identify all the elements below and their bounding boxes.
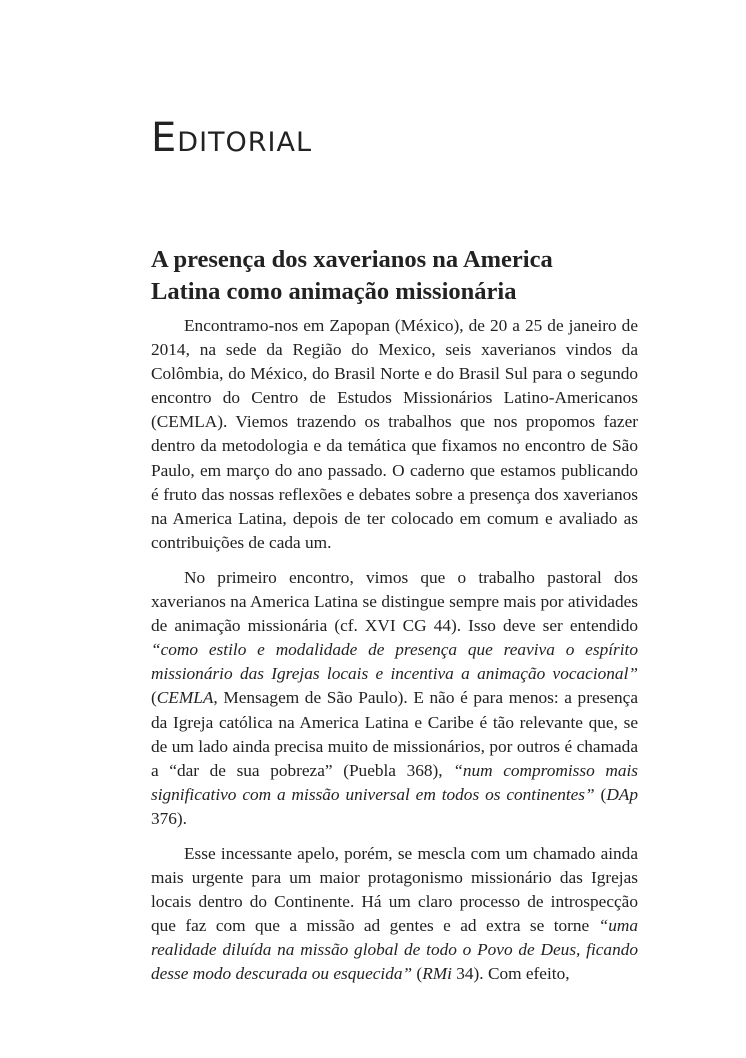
section-heading-rest: DITORIAL — [177, 127, 313, 158]
text-segment: ( — [412, 964, 423, 984]
italic-text-segment: “como estilo e modalidade de presença que reaviva o espírito missionário das Igrejas locais e incentiva a animação vocacional” — [151, 640, 638, 684]
text-segment: No primeiro encontro, vimos que o trabalho pastoral dos xaverianos na America Latina se distingue sempre mais por atividades de animação missionária (cf. XVI CG 44). Isso deve ser entendido — [151, 567, 638, 636]
text-segment: Esse incessante apelo, porém, se mescla com um chamado ainda mais urgente para um maior protagonismo missionário das Igrejas locais dentro do Continente. Há um claro processo de introspecção que faz com que a missão ad gentes e ad extra se torne — [151, 843, 638, 936]
text-segment: 34). Com efeito, — [451, 964, 570, 984]
text-segment: ( — [151, 688, 157, 708]
page — [151, 100, 638, 998]
italic-text-segment: “num compromisso mais significativo com a missão universal em todos os continentes” — [151, 760, 638, 804]
text-segment: , Mensagem de São Paulo). E não é para menos: a presença da Igreja católica na America Latina e Caribe é tão relevante que, se de um lado ainda precisa muito de missionários, por outros é chamada a “dar de sua pobreza” (Puebla 368), — [151, 688, 638, 780]
article-title-line-1: A presença dos xaverianos na America — [151, 246, 553, 273]
italic-text-segment: CEMLA — [156, 688, 214, 708]
italic-text-segment: RMi — [422, 964, 452, 984]
italic-text-segment: DAp — [606, 784, 638, 804]
body-paragraph — [151, 566, 638, 831]
body-paragraph — [151, 842, 638, 987]
section-heading-initial: E — [151, 115, 178, 161]
text-segment: Encontramo-nos em Zapopan (México), de 20 a 25 de janeiro de 2014, na sede da Região do Mexico, seis xaverianos vindos da Colômbia, do México, do Brasil Norte e do Brasil Sul para o segundo encontro do Centro de Estudos Missionários Latino-Americanos (CEMLA). Viemos trazendo os trabalhos que nos propomos fazer dentro da metodologia e da temática que fixamos no encontro de São Paulo, em março do ano passado. O caderno que estamos publicando é fruto das nossas reflexões e debates sobre a presença dos xaverianos na America Latina, depois de ter colocado em comum e avaliado as contribuições de cada um. — [151, 316, 638, 552]
italic-text-segment: “uma realidade diluída na missão global de todo o Povo de Deus, ficando desse modo descurada ou esquecida” — [151, 916, 638, 984]
body-paragraph — [151, 314, 638, 555]
article-title — [151, 244, 638, 308]
article-title-line-2: Latina como animação missionária — [151, 278, 517, 305]
article-body — [151, 314, 638, 987]
section-heading — [151, 116, 638, 160]
text-segment: ( — [594, 784, 607, 804]
text-segment: 376). — [151, 808, 187, 828]
